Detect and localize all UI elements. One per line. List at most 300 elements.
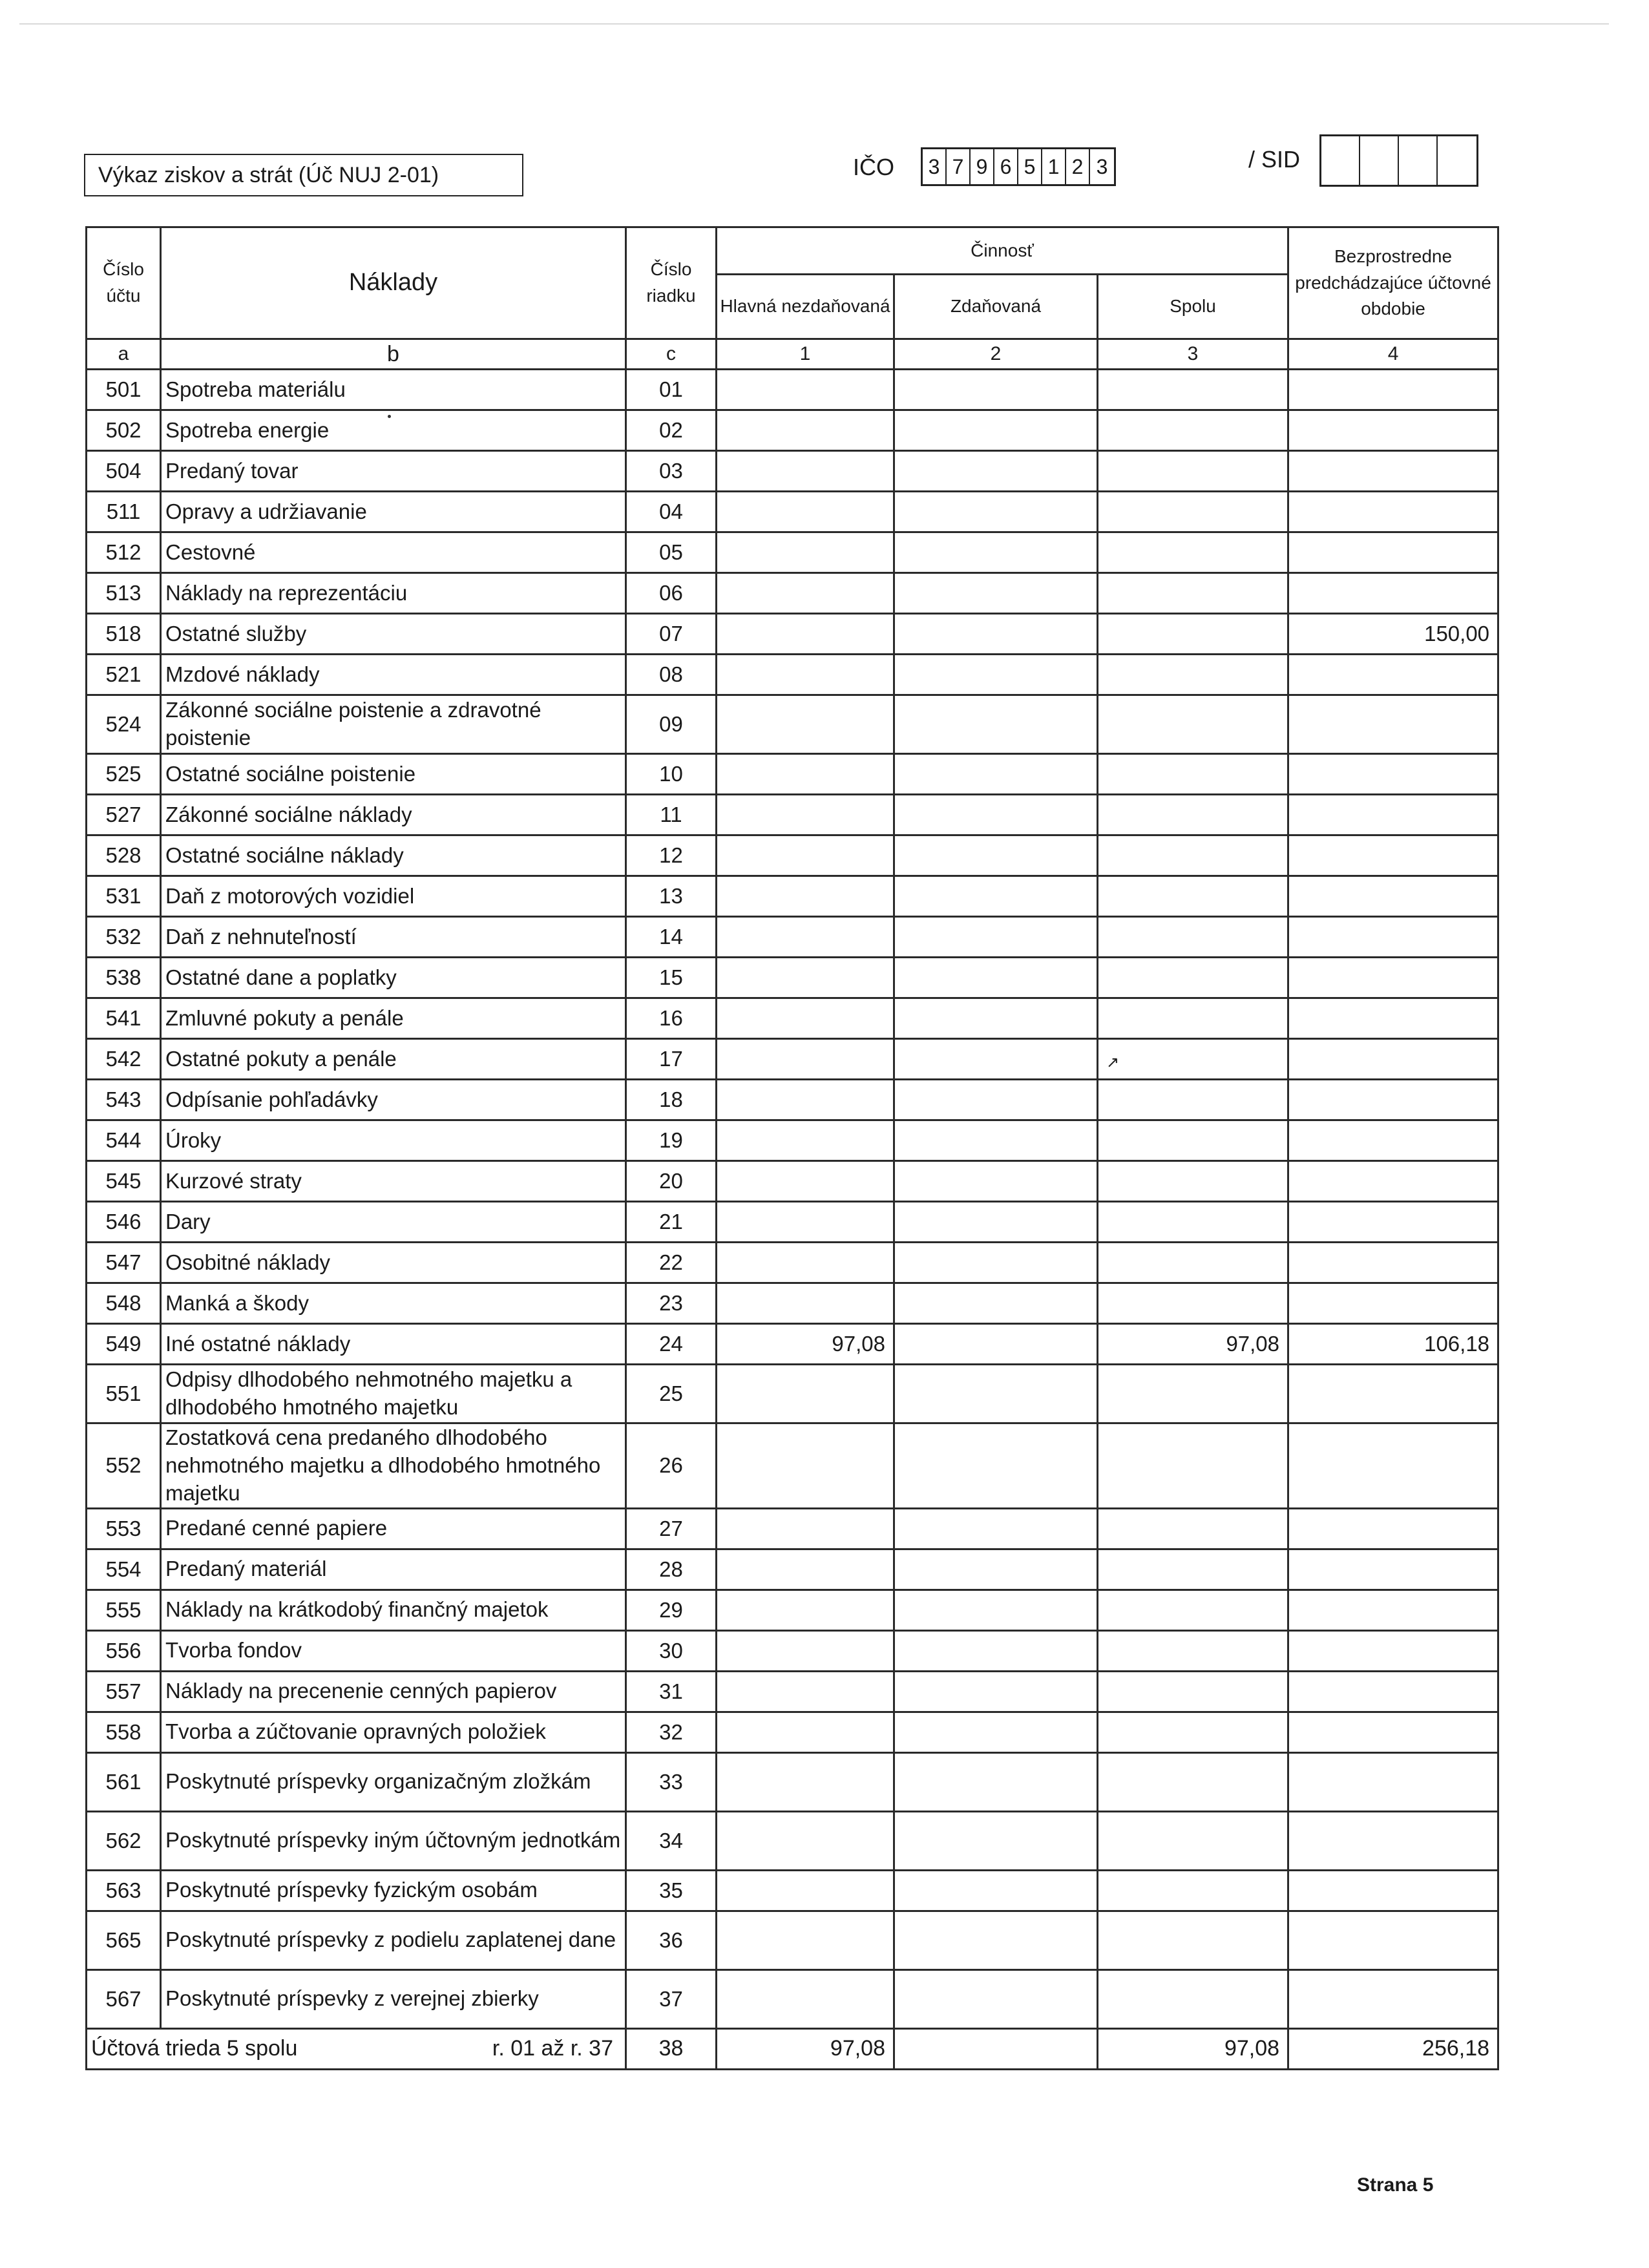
cost-name: Cestovné bbox=[161, 532, 626, 573]
ico-digit: 7 bbox=[947, 149, 971, 184]
total-label: Účtová trieda 5 spolu bbox=[91, 2036, 298, 2061]
total-value bbox=[1098, 1202, 1288, 1243]
previous-period-value bbox=[1288, 695, 1498, 754]
line-number: 21 bbox=[626, 1202, 717, 1243]
total-value bbox=[1098, 1549, 1288, 1590]
taxed-value bbox=[894, 1243, 1098, 1283]
main-untaxed-value bbox=[717, 1752, 894, 1811]
line-number: 32 bbox=[626, 1712, 717, 1752]
table-row bbox=[87, 1590, 1498, 1630]
cost-name: Daň z nehnuteľností bbox=[161, 917, 626, 958]
taxed-value bbox=[894, 695, 1098, 754]
line-number: 34 bbox=[626, 1811, 717, 1870]
taxed-value bbox=[894, 1080, 1098, 1120]
previous-period-value bbox=[1288, 655, 1498, 695]
previous-period-value: 106,18 bbox=[1288, 1324, 1498, 1365]
taxed-value bbox=[894, 492, 1098, 532]
previous-period-value bbox=[1288, 1202, 1498, 1243]
main-untaxed-value bbox=[717, 1039, 894, 1080]
report-title: Výkaz ziskov a strát (Úč NUJ 2-01) bbox=[84, 154, 523, 196]
taxed-value bbox=[894, 1365, 1098, 1423]
main-untaxed-value bbox=[717, 573, 894, 614]
line-number: 14 bbox=[626, 917, 717, 958]
taxed-value bbox=[894, 573, 1098, 614]
account-number: 525 bbox=[87, 754, 161, 795]
previous-period-value bbox=[1288, 958, 1498, 998]
line-number: 19 bbox=[626, 1120, 717, 1161]
account-number: 538 bbox=[87, 958, 161, 998]
line-number: 16 bbox=[626, 998, 717, 1039]
previous-period-value bbox=[1288, 835, 1498, 876]
main-untaxed-value bbox=[717, 1423, 894, 1509]
line-number: 06 bbox=[626, 573, 717, 614]
account-number: 551 bbox=[87, 1365, 161, 1423]
previous-period-value bbox=[1288, 370, 1498, 410]
main-untaxed-value bbox=[717, 1202, 894, 1243]
main-untaxed-value bbox=[717, 655, 894, 695]
line-number: 12 bbox=[626, 835, 717, 876]
previous-period-value bbox=[1288, 492, 1498, 532]
previous-period-value bbox=[1288, 451, 1498, 492]
total-value bbox=[1098, 410, 1288, 451]
account-number: 528 bbox=[87, 835, 161, 876]
scan-top-edge bbox=[19, 23, 1609, 25]
main-untaxed-value bbox=[717, 1283, 894, 1324]
table-row bbox=[87, 1911, 1498, 1969]
ico-digit: 3 bbox=[923, 149, 947, 184]
table-row bbox=[87, 370, 1498, 410]
table-row bbox=[87, 1811, 1498, 1870]
account-number: 532 bbox=[87, 917, 161, 958]
header-activity: Činnosť bbox=[717, 227, 1288, 275]
total-previous-period: 256,18 bbox=[1288, 2028, 1498, 2069]
previous-period-value bbox=[1288, 1671, 1498, 1712]
column-letter-row bbox=[87, 339, 1498, 370]
header-account-number: Číslo účtu bbox=[87, 227, 161, 339]
total-value: 97,08 bbox=[1098, 1324, 1288, 1365]
cost-name: Opravy a udržiavanie bbox=[161, 492, 626, 532]
account-number: 531 bbox=[87, 876, 161, 917]
previous-period-value bbox=[1288, 1870, 1498, 1911]
sid-digit-box bbox=[1360, 136, 1399, 185]
total-label-cell bbox=[87, 2028, 626, 2069]
total-value bbox=[1098, 492, 1288, 532]
total-value bbox=[1098, 1080, 1288, 1120]
ico-label: IČO bbox=[853, 154, 895, 180]
taxed-value bbox=[894, 1508, 1098, 1549]
ico-digit: 1 bbox=[1042, 149, 1066, 184]
previous-period-value bbox=[1288, 998, 1498, 1039]
main-untaxed-value bbox=[717, 1630, 894, 1671]
total-value bbox=[1098, 532, 1288, 573]
table-row bbox=[87, 655, 1498, 695]
total-value bbox=[1098, 614, 1288, 655]
total-value bbox=[1098, 1671, 1288, 1712]
account-number: 504 bbox=[87, 451, 161, 492]
cost-name: Odpisy dlhodobého nehmotného majetku a dlhodobého hmotného majetku bbox=[161, 1365, 626, 1423]
line-number: 29 bbox=[626, 1590, 717, 1630]
cost-name: Úroky bbox=[161, 1120, 626, 1161]
taxed-value bbox=[894, 795, 1098, 835]
account-number: 562 bbox=[87, 1811, 161, 1870]
account-number: 502 bbox=[87, 410, 161, 451]
column-letter: c bbox=[626, 339, 717, 370]
account-number: 567 bbox=[87, 1969, 161, 2028]
taxed-value bbox=[894, 1969, 1098, 2028]
taxed-value bbox=[894, 655, 1098, 695]
previous-period-value bbox=[1288, 1811, 1498, 1870]
previous-period-value bbox=[1288, 1283, 1498, 1324]
previous-period-value bbox=[1288, 1752, 1498, 1811]
table-row bbox=[87, 1283, 1498, 1324]
column-letter: a bbox=[87, 339, 161, 370]
total-value bbox=[1098, 1039, 1288, 1080]
cost-name: Predaný materiál bbox=[161, 1549, 626, 1590]
previous-period-value bbox=[1288, 1120, 1498, 1161]
previous-period-value bbox=[1288, 1243, 1498, 1283]
taxed-value bbox=[894, 1671, 1098, 1712]
account-number: 541 bbox=[87, 998, 161, 1039]
total-value bbox=[1098, 655, 1288, 695]
taxed-value bbox=[894, 1549, 1098, 1590]
main-untaxed-value bbox=[717, 1508, 894, 1549]
ico-digit: 5 bbox=[1018, 149, 1042, 184]
cost-name: Poskytnuté príspevky iným účtovným jednotkám bbox=[161, 1811, 626, 1870]
taxed-value bbox=[894, 1423, 1098, 1509]
cost-name: Ostatné dane a poplatky bbox=[161, 958, 626, 998]
taxed-value bbox=[894, 1630, 1098, 1671]
total-range: r. 01 až r. 37 bbox=[492, 2036, 613, 2061]
cost-name: Kurzové straty bbox=[161, 1161, 626, 1202]
total-value bbox=[1098, 1161, 1288, 1202]
cost-name: Dary bbox=[161, 1202, 626, 1243]
total-value bbox=[1098, 876, 1288, 917]
cost-name: Spotreba materiálu bbox=[161, 370, 626, 410]
main-untaxed-value bbox=[717, 532, 894, 573]
account-number: 513 bbox=[87, 573, 161, 614]
cost-name: Poskytnuté príspevky fyzickým osobám bbox=[161, 1870, 626, 1911]
taxed-value bbox=[894, 835, 1098, 876]
line-number: 04 bbox=[626, 492, 717, 532]
header-total: Spolu bbox=[1098, 275, 1288, 339]
total-value bbox=[1098, 1870, 1288, 1911]
line-number: 11 bbox=[626, 795, 717, 835]
previous-period-value bbox=[1288, 1039, 1498, 1080]
previous-period-value bbox=[1288, 795, 1498, 835]
previous-period-value bbox=[1288, 532, 1498, 573]
main-untaxed-value bbox=[717, 1969, 894, 2028]
table-row bbox=[87, 1630, 1498, 1671]
total-value bbox=[1098, 754, 1288, 795]
table-row bbox=[87, 492, 1498, 532]
total-value bbox=[1098, 998, 1288, 1039]
column-letter: 4 bbox=[1288, 339, 1498, 370]
ico-digit: 9 bbox=[971, 149, 994, 184]
taxed-value bbox=[894, 1870, 1098, 1911]
previous-period-value bbox=[1288, 1549, 1498, 1590]
table-row bbox=[87, 1870, 1498, 1911]
account-number: 512 bbox=[87, 532, 161, 573]
main-untaxed-value bbox=[717, 958, 894, 998]
account-number: 553 bbox=[87, 1508, 161, 1549]
total-value bbox=[1098, 917, 1288, 958]
total-value bbox=[1098, 370, 1288, 410]
table-row bbox=[87, 614, 1498, 655]
main-untaxed-value bbox=[717, 754, 894, 795]
taxed-value bbox=[894, 876, 1098, 917]
line-number: 37 bbox=[626, 1969, 717, 2028]
line-number: 26 bbox=[626, 1423, 717, 1509]
account-number: 556 bbox=[87, 1630, 161, 1671]
table-row bbox=[87, 532, 1498, 573]
ico-digit: 6 bbox=[994, 149, 1018, 184]
cost-name: Daň z motorových vozidiel bbox=[161, 876, 626, 917]
account-number: 558 bbox=[87, 1712, 161, 1752]
line-number: 08 bbox=[626, 655, 717, 695]
total-value bbox=[1098, 573, 1288, 614]
previous-period-value bbox=[1288, 1080, 1498, 1120]
previous-period-value bbox=[1288, 410, 1498, 451]
main-untaxed-value bbox=[717, 492, 894, 532]
table-row bbox=[87, 1423, 1498, 1509]
main-untaxed-value bbox=[717, 876, 894, 917]
header-line-number: Číslo riadku bbox=[626, 227, 717, 339]
line-number: 30 bbox=[626, 1630, 717, 1671]
table-row bbox=[87, 1161, 1498, 1202]
account-number: 524 bbox=[87, 695, 161, 754]
sid-digit-box bbox=[1321, 136, 1360, 185]
table-row bbox=[87, 835, 1498, 876]
total-value bbox=[1098, 1969, 1288, 2028]
main-untaxed-value bbox=[717, 1120, 894, 1161]
total-value bbox=[1098, 1508, 1288, 1549]
line-number: 20 bbox=[626, 1161, 717, 1202]
account-number: 501 bbox=[87, 370, 161, 410]
header-main-untaxed: Hlavná nezdaňovaná bbox=[717, 275, 894, 339]
previous-period-value bbox=[1288, 1590, 1498, 1630]
ico-digit: 2 bbox=[1066, 149, 1090, 184]
cost-name: Odpísanie pohľadávky bbox=[161, 1080, 626, 1120]
table-row bbox=[87, 1752, 1498, 1811]
account-number: 548 bbox=[87, 1283, 161, 1324]
main-untaxed-value bbox=[717, 1590, 894, 1630]
line-number: 15 bbox=[626, 958, 717, 998]
main-untaxed-value bbox=[717, 998, 894, 1039]
main-untaxed-value bbox=[717, 1549, 894, 1590]
main-untaxed-value bbox=[717, 451, 894, 492]
table-row bbox=[87, 1969, 1498, 2028]
total-sum: 97,08 bbox=[1098, 2028, 1288, 2069]
line-number: 18 bbox=[626, 1080, 717, 1120]
line-number: 31 bbox=[626, 1671, 717, 1712]
table-row bbox=[87, 917, 1498, 958]
line-number: 10 bbox=[626, 754, 717, 795]
cost-name: Predané cenné papiere bbox=[161, 1508, 626, 1549]
column-letter: 3 bbox=[1098, 339, 1288, 370]
table-row bbox=[87, 1039, 1498, 1080]
cost-name: Manká a škody bbox=[161, 1283, 626, 1324]
account-number: 527 bbox=[87, 795, 161, 835]
taxed-value bbox=[894, 1324, 1098, 1365]
main-untaxed-value bbox=[717, 410, 894, 451]
previous-period-value bbox=[1288, 1712, 1498, 1752]
previous-period-value: 150,00 bbox=[1288, 614, 1498, 655]
table-row bbox=[87, 1120, 1498, 1161]
line-number: 03 bbox=[626, 451, 717, 492]
cost-name: Poskytnuté príspevky organizačným zložkám bbox=[161, 1752, 626, 1811]
account-number: 543 bbox=[87, 1080, 161, 1120]
cost-name: Ostatné sociálne náklady bbox=[161, 835, 626, 876]
cost-name: Zákonné sociálne náklady bbox=[161, 795, 626, 835]
line-number: 28 bbox=[626, 1549, 717, 1590]
main-untaxed-value bbox=[717, 1811, 894, 1870]
cost-name: Ostatné pokuty a penále bbox=[161, 1039, 626, 1080]
previous-period-value bbox=[1288, 1630, 1498, 1671]
costs-table bbox=[85, 226, 1499, 2070]
previous-period-value bbox=[1288, 876, 1498, 917]
taxed-value bbox=[894, 1811, 1098, 1870]
taxed-value bbox=[894, 1752, 1098, 1811]
account-number: 518 bbox=[87, 614, 161, 655]
table-row bbox=[87, 998, 1498, 1039]
account-number: 544 bbox=[87, 1120, 161, 1161]
taxed-value bbox=[894, 532, 1098, 573]
total-line-number: 38 bbox=[626, 2028, 717, 2069]
table-row bbox=[87, 695, 1498, 754]
total-value bbox=[1098, 958, 1288, 998]
line-number: 22 bbox=[626, 1243, 717, 1283]
previous-period-value bbox=[1288, 573, 1498, 614]
ico-field bbox=[921, 147, 1116, 186]
line-number: 23 bbox=[626, 1283, 717, 1324]
cost-name: Náklady na krátkodobý finančný majetok bbox=[161, 1590, 626, 1630]
account-number: 521 bbox=[87, 655, 161, 695]
main-untaxed-value bbox=[717, 370, 894, 410]
taxed-value bbox=[894, 1283, 1098, 1324]
table-row bbox=[87, 1324, 1498, 1365]
line-number: 36 bbox=[626, 1911, 717, 1969]
cost-name: Náklady na precenenie cenných papierov bbox=[161, 1671, 626, 1712]
taxed-value bbox=[894, 1039, 1098, 1080]
sid-label: / SID bbox=[1248, 146, 1301, 173]
cost-name: Ostatné služby bbox=[161, 614, 626, 655]
main-untaxed-value bbox=[717, 695, 894, 754]
main-untaxed-value bbox=[717, 1161, 894, 1202]
taxed-value bbox=[894, 1712, 1098, 1752]
column-letter: 1 bbox=[717, 339, 894, 370]
previous-period-value bbox=[1288, 1911, 1498, 1969]
table-row bbox=[87, 573, 1498, 614]
total-value bbox=[1098, 451, 1288, 492]
line-number: 07 bbox=[626, 614, 717, 655]
taxed-value bbox=[894, 1590, 1098, 1630]
total-value bbox=[1098, 1752, 1288, 1811]
main-untaxed-value bbox=[717, 917, 894, 958]
previous-period-value bbox=[1288, 1508, 1498, 1549]
table-row bbox=[87, 795, 1498, 835]
header-costs: Náklady bbox=[161, 227, 626, 339]
cost-name: Spotreba energie bbox=[161, 410, 626, 451]
previous-period-value bbox=[1288, 1423, 1498, 1509]
line-number: 09 bbox=[626, 695, 717, 754]
total-value bbox=[1098, 795, 1288, 835]
total-value bbox=[1098, 1712, 1288, 1752]
column-letter: 2 bbox=[894, 339, 1098, 370]
table-row bbox=[87, 754, 1498, 795]
account-number: 555 bbox=[87, 1590, 161, 1630]
taxed-value bbox=[894, 754, 1098, 795]
total-value bbox=[1098, 1365, 1288, 1423]
table-row bbox=[87, 876, 1498, 917]
total-value bbox=[1098, 835, 1288, 876]
table-row bbox=[87, 1549, 1498, 1590]
line-number: 25 bbox=[626, 1365, 717, 1423]
cost-name: Poskytnuté príspevky z podielu zaplatenej dane bbox=[161, 1911, 626, 1969]
cost-name: Mzdové náklady bbox=[161, 655, 626, 695]
main-untaxed-value bbox=[717, 1365, 894, 1423]
ico-digit: 3 bbox=[1096, 154, 1108, 178]
table-row bbox=[87, 1365, 1498, 1423]
table-row bbox=[87, 1671, 1498, 1712]
account-number: 554 bbox=[87, 1549, 161, 1590]
total-value bbox=[1098, 1630, 1288, 1671]
account-number: 542 bbox=[87, 1039, 161, 1080]
cost-name: Zostatková cena predaného dlhodobého nehmotného majetku a dlhodobého hmotného majetku bbox=[161, 1423, 626, 1509]
sid-field bbox=[1319, 134, 1478, 187]
total-value bbox=[1098, 1120, 1288, 1161]
account-number: 565 bbox=[87, 1911, 161, 1969]
account-number: 546 bbox=[87, 1202, 161, 1243]
account-number: 552 bbox=[87, 1423, 161, 1509]
pen-mark: ↗ bbox=[1106, 1054, 1120, 1071]
line-number: 05 bbox=[626, 532, 717, 573]
taxed-value bbox=[894, 917, 1098, 958]
column-letter: b bbox=[161, 339, 626, 370]
cost-name: Poskytnuté príspevky z verejnej zbierky bbox=[161, 1969, 626, 2028]
account-number: 561 bbox=[87, 1752, 161, 1811]
table-row bbox=[87, 1243, 1498, 1283]
line-number: 17 bbox=[626, 1039, 717, 1080]
line-number: 35 bbox=[626, 1870, 717, 1911]
previous-period-value bbox=[1288, 754, 1498, 795]
taxed-value bbox=[894, 614, 1098, 655]
cost-name: Iné ostatné náklady bbox=[161, 1324, 626, 1365]
line-number: 01 bbox=[626, 370, 717, 410]
cost-name: Ostatné sociálne poistenie bbox=[161, 754, 626, 795]
cost-name: Zákonné sociálne poistenie a zdravotné poistenie bbox=[161, 695, 626, 754]
total-row bbox=[87, 2028, 1498, 2069]
previous-period-value bbox=[1288, 1365, 1498, 1423]
taxed-value bbox=[894, 1911, 1098, 1969]
main-untaxed-value bbox=[717, 795, 894, 835]
total-value bbox=[1098, 1423, 1288, 1509]
total-value bbox=[1098, 695, 1288, 754]
taxed-value bbox=[894, 410, 1098, 451]
main-untaxed-value bbox=[717, 1911, 894, 1969]
header-previous-period: Bezprostredne predchádzajúce účtovné obdobie bbox=[1288, 227, 1498, 339]
table-row bbox=[87, 1202, 1498, 1243]
main-untaxed-value bbox=[717, 1080, 894, 1120]
main-untaxed-value bbox=[717, 614, 894, 655]
line-number: 24 bbox=[626, 1324, 717, 1365]
main-untaxed-value bbox=[717, 1671, 894, 1712]
line-number: 27 bbox=[626, 1508, 717, 1549]
taxed-value bbox=[894, 1120, 1098, 1161]
main-untaxed-value bbox=[717, 1243, 894, 1283]
cost-name: Tvorba fondov bbox=[161, 1630, 626, 1671]
cost-name: Zmluvné pokuty a penále bbox=[161, 998, 626, 1039]
table-row bbox=[87, 1080, 1498, 1120]
